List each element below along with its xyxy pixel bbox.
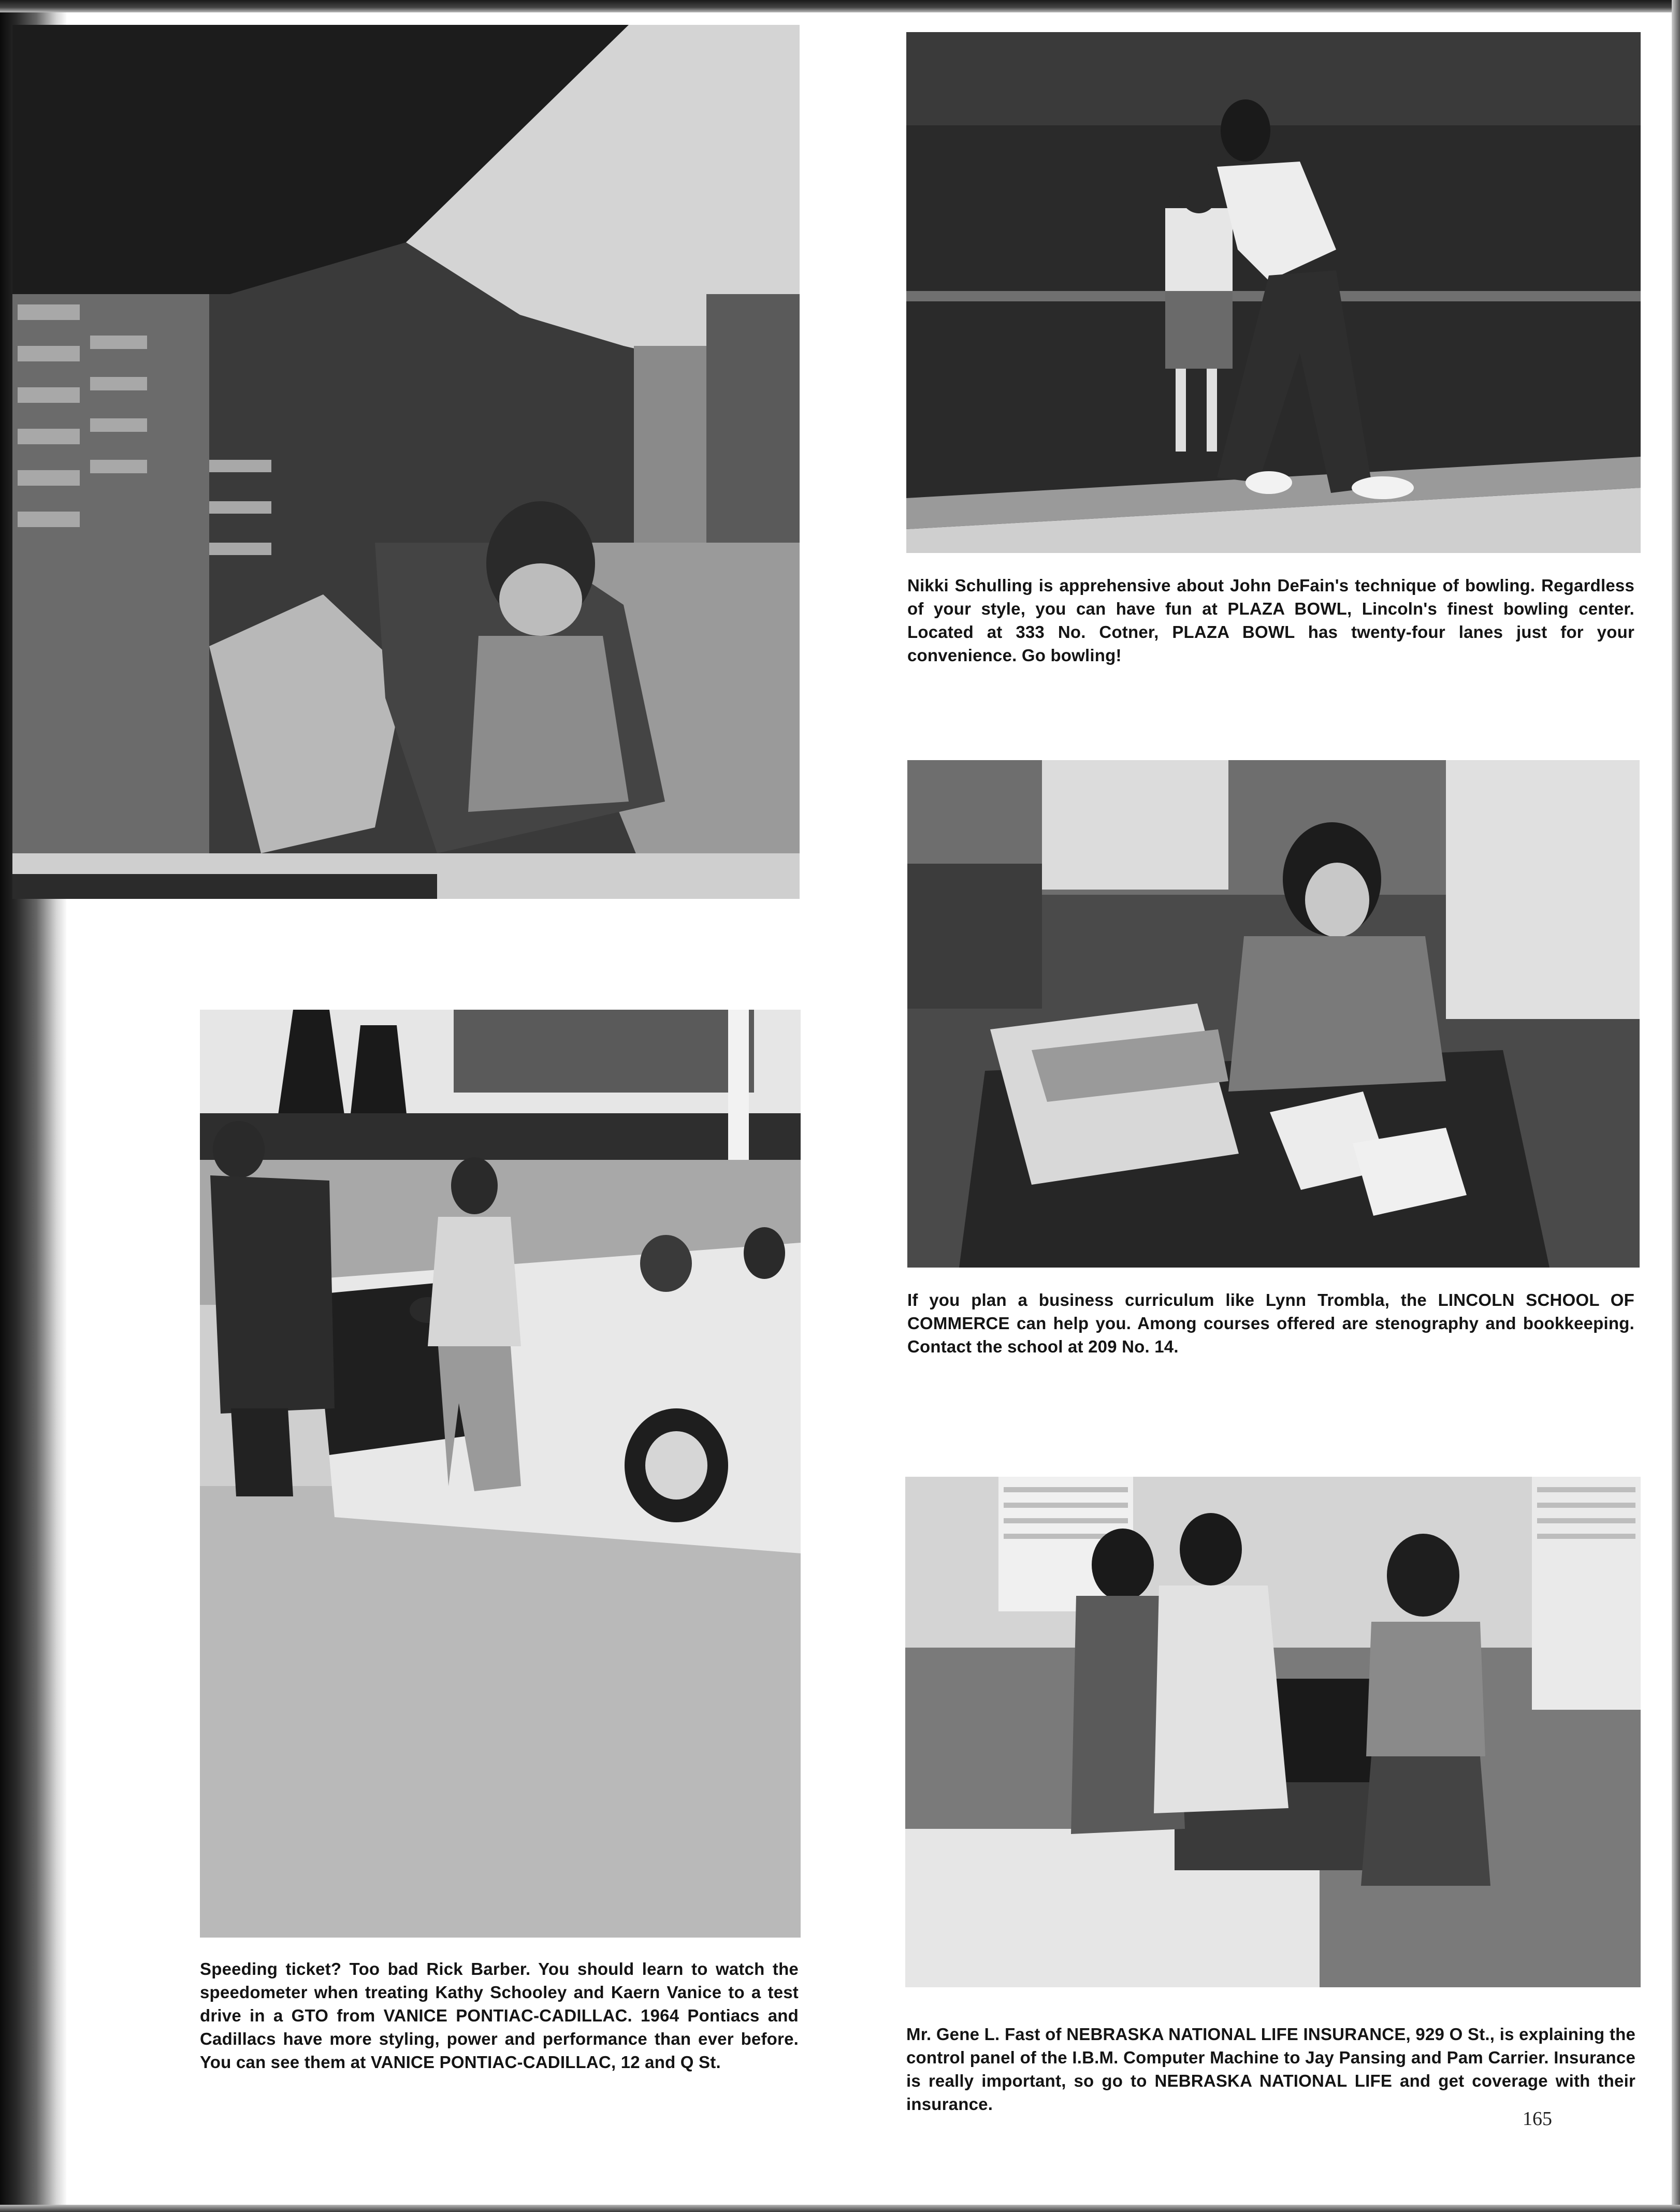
commerce-caption: If you plan a business curriculum like Lynn Trombla, the LINCOLN SCHOOL OF COMMERCE can help you. Among courses offered are stenography and bookkeeping. Contact the school at 209 No. 14. [907,1290,1634,1356]
page-right-edge [1672,0,1680,2212]
ibm-computer-photo [905,1477,1641,1987]
page-number: 165 [1523,2108,1552,2130]
insurance-caption: Mr. Gene L. Fast of NEBRASKA NATIONAL LIFE INSURANCE, 929 O St., is explaining the control panel of the I.B.M. Computer Machine to Jay Pansing and Pam Carrier. Insurance is really important, so go to NEBRASKA NATIONAL LIFE and get coverage with their insurance. [906,2025,1635,2114]
bowling-caption: Nikki Schulling is apprehensive about John DeFain's technique of bowling. Regardless of your style, you can have fun at PLAZA BOWL, Lincoln's finest bowling center. Located at 333 No. Cotner, PLAZA BOWL has twenty-four lanes just for your convenience. Go bowling! [907,576,1634,665]
page-bottom-edge [0,2205,1680,2212]
bowling-photo [906,32,1641,553]
typing-photo [907,760,1640,1268]
speeding-ticket-photo [200,1010,801,1938]
lumber-yard-photo [12,25,800,899]
speeding-ticket-caption: Speeding ticket? Too bad Rick Barber. You should learn to watch the speedometer when treating Kathy Schooley and Kaern Vanice to a test drive in a GTO from VANICE PONTIAC-CADILLAC. 1964 Pontiacs and Cadillacs have more styling, power and performance than ever before. You can see them at VANICE PONTIAC-CADILLAC, 12 and Q St. [200,1959,799,2072]
page-top-edge [0,0,1680,12]
